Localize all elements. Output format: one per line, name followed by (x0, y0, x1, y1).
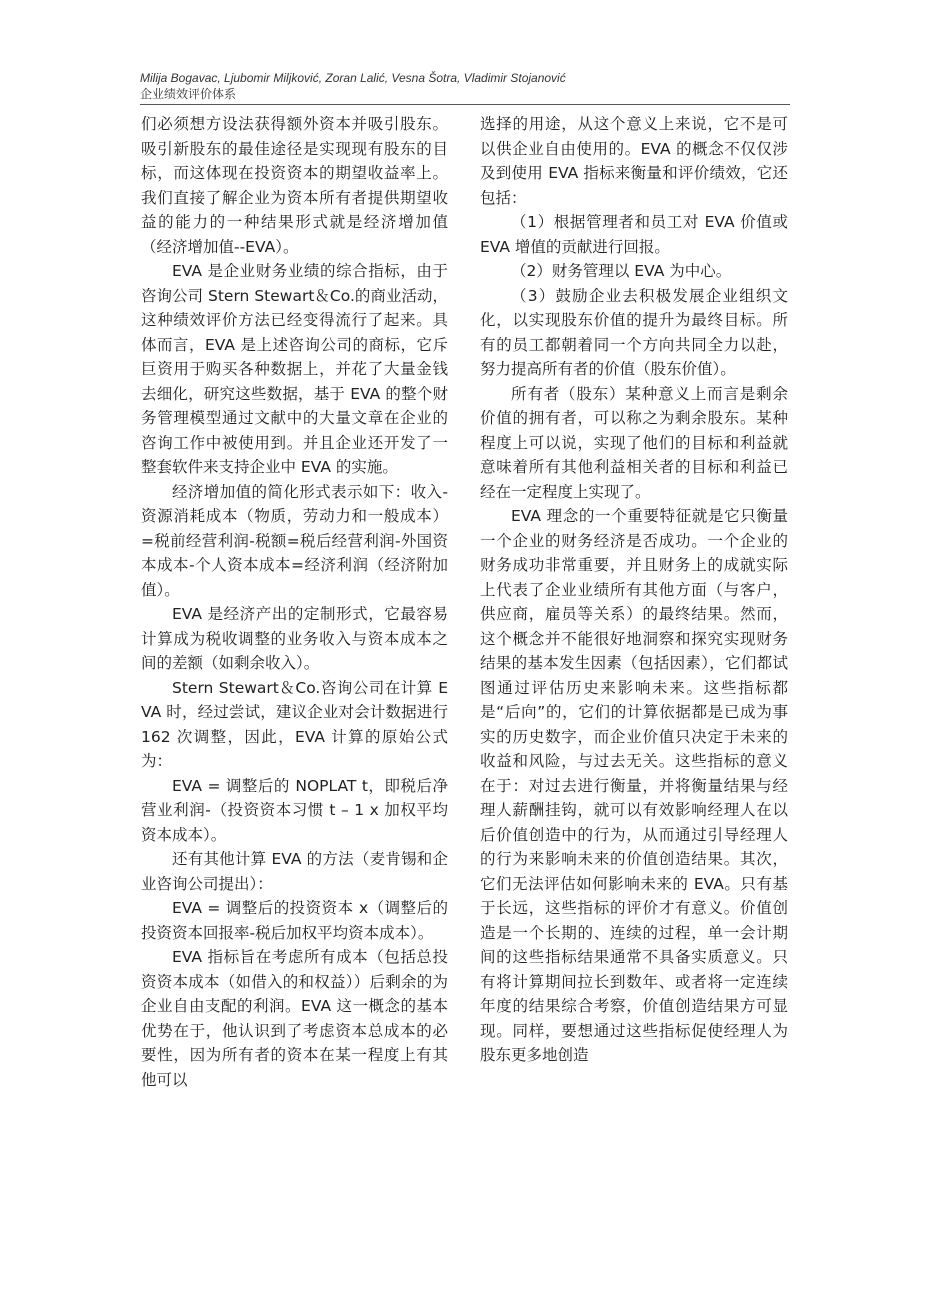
paragraph: EVA 指标旨在考虑所有成本（包括总投资资本成本（如借入的和权益））后剩余的为企业自由支配的利润。EVA 这一概念的基本优势在于，他认识到了考虑资本总成本的必要性，因为所有者的资本在某一程度上有其他可以 (141, 948, 448, 1089)
formula-paragraph: EVA = 调整后的投资资本 x（调整后的投资资本回报率-税后加权平均资本成本）。 (141, 899, 448, 942)
paragraph: 还有其他计算 EVA 的方法（麦肯锡和企业咨询公司提出）： (141, 850, 448, 893)
paragraph: 所有者（股东）某种意义上而言是剩余价值的拥有者，可以称之为剩余股东。某种程度上可以说，实现了他们的目标和利益就意味着所有其他利益相关者的目标和利益已经在一定程度上实现了。 (480, 384, 788, 501)
list-item: （2）财务管理以 EVA 为中心。 (511, 262, 732, 280)
list-item: （1）根据管理者和员工对 EVA 价值或 EVA 增值的贡献进行回报。 (480, 213, 788, 256)
left-column (141, 112, 448, 1092)
paragraph: 们必须想方设法获得额外资本并吸引股东。吸引新股东的最佳途径是实现现有股东的目标，而这体现在投资资本的期望收益率上。我们直接了解企业为资本所有者提供期望收益的能力的一种结果形式就是经济增加值（经济增加值--EVA）。 (141, 115, 448, 256)
header-title: 企业绩效评价体系 (140, 87, 237, 101)
paragraph: EVA 是经济产出的定制形式，它最容易计算成为税收调整的业务收入与资本成本之间的差额（如剩余收入）。 (141, 605, 448, 672)
running-header (140, 70, 790, 102)
header-rule (140, 104, 790, 105)
list-item: （3）鼓励企业去积极发展企业组织文化，以实现股东价值的提升为最终目标。所有的员工都朝着同一个方向共同全力以赴，努力提高所有者的价值（股东价值）。 (480, 286, 788, 378)
paragraph: EVA 是企业财务业绩的综合指标，由于咨询公司 Stern Stewart＆Co.的商业活动，这种绩效评价方法已经变得流行了起来。具体而言，EVA 是上述咨询公司的商标，它斥巨资用于购买各种数据上，并花了大量金钱去细化，研究这些数据，基于 EVA 的整个财务管理模型通过文献中的大量文章在企业的咨询工作中被使用到。并且企业还开发了一整套软件来支持企业中 EVA 的实施。 (141, 262, 448, 476)
formula-paragraph: EVA = 调整后的 NOPLAT t，即税后净营业利润-（投资资本习惯 t – 1 x 加权平均资本成本）。 (141, 776, 448, 844)
paragraph: EVA 理念的一个重要特征就是它只衡量一个企业的财务经济是否成功。一个企业的财务成功非常重要，并且财务上的成就实际上代表了企业业绩所有其他方面（与客户，供应商，雇员等关系）的最终结果。然而，这个概念并不能很好地洞察和探究实现财务结果的基本发生因素（包括因素），它们都试图通过评估历史来影响未来。这些指标都是“后向”的，它们的计算依据都是已成为事实的历史数字，而企业价值只决定于未来的收益和风险，与过去无关。这些指标的意义在于：对过去进行衡量，并将衡量结果与经理人薪酬挂钩，就可以有效影响经理人在以后价值创造中的行为，从而通过引导经理人的行为来影响未来的价值创造结果。其次，它们无法评估如何影响未来的 EVA。只有基于长远，这些指标的评价才有意义。价值创造是一个长期的、连续的过程，单一会计期间的这些指标结果通常不具备实质意义。只有将计算期间拉长到数年、或者将一定连续年度的结果综合考察，价值创造结果方可显现。同样，要想通过这些指标促使经理人为股东更多地创造 (480, 507, 788, 1064)
right-column (480, 112, 788, 1068)
header-authors: Milija Bogavac, Ljubomir Miljković, Zoran Lalić, Vesna Šotra, Vladimir Stojanović (140, 71, 566, 85)
paragraph: Stern Stewart＆Co.咨询公司在计算 EVA 时，经过尝试，建议企业对会计数据进行 162 次调整，因此，EVA 计算的原始公式为： (141, 678, 448, 770)
paragraph: 选择的用途，从这个意义上来说，它不是可以供企业自由使用的。EVA 的概念不仅仅涉及到使用 EVA 指标来衡量和评价绩效，它还包括： (480, 115, 788, 207)
paragraph: 经济增加值的简化形式表示如下：收入-资源消耗成本（物质，劳动力和一般成本）=税前经营利润-税额=税后经营利润-外国资本成本-个人资本成本=经济利润（经济附加值）。 (141, 482, 448, 599)
